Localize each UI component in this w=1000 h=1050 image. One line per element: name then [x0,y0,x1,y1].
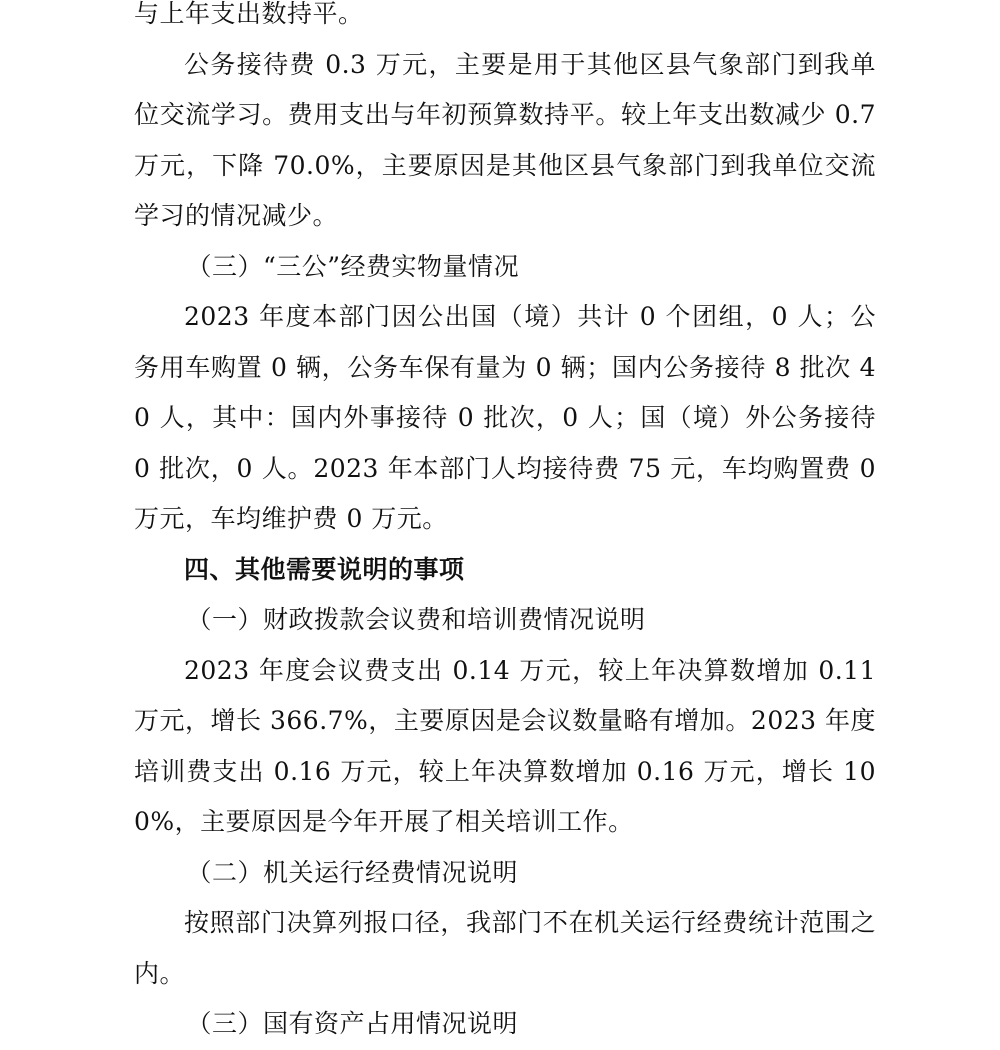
section-heading-other-matters: 四、其他需要说明的事项 [184,554,465,584]
subheading-three-public-quantities: （三）“三公”经费实物量情况 [186,251,520,281]
subheading-meeting-training: （一）财政拨款会议费和培训费情况说明 [186,605,646,634]
paragraph-continuation: 与上年支出数持平。 [134,0,364,28]
subheading-operating-costs: （二）机关运行经费情况说明 [186,857,519,887]
paragraph-reception-fee: 公务接待费 0.3 万元，主要是用于其他区县气象部门到我单位交流学习。费用支出与年初预算数持平。较上年支出数减少 0.7 万元，下降 70.0%，主要原因是其他区县气象部门到我单位交流学习的情况减少。 [134,49,876,230]
paragraph-meeting-training: 2023 年度会议费支出 0.14 万元，较上年决算数增加 0.11 万元，增长 366.7%，主要原因是会议数量略有增加。2023 年度培训费支出 0.16 万元，较上年决算数增加 0.16 万元，增长 100%，主要原因是今年开展了相关培训工作。 [134,655,876,836]
subheading-state-assets: （三）国有资产占用情况说明 [186,1009,519,1038]
paragraph-quantities: 2023 年度本部门因公出国（境）共计 0 个团组，0 人；公务用车购置 0 辆，公务车保有量为 0 辆；国内公务接待 8 批次 40 人，其中：国内外事接待 0 批次，0 人；国（境）外公务接待 0 批次，0 人。2023 年本部门人均接待费 75 元，车均购置费 0 万元，车均维护费 0 万元。 [134,302,876,533]
document-page [134,0,876,1050]
paragraph-operating-costs: 按照部门决算列报口径，我部门不在机关运行经费统计范围之内。 [134,908,876,988]
